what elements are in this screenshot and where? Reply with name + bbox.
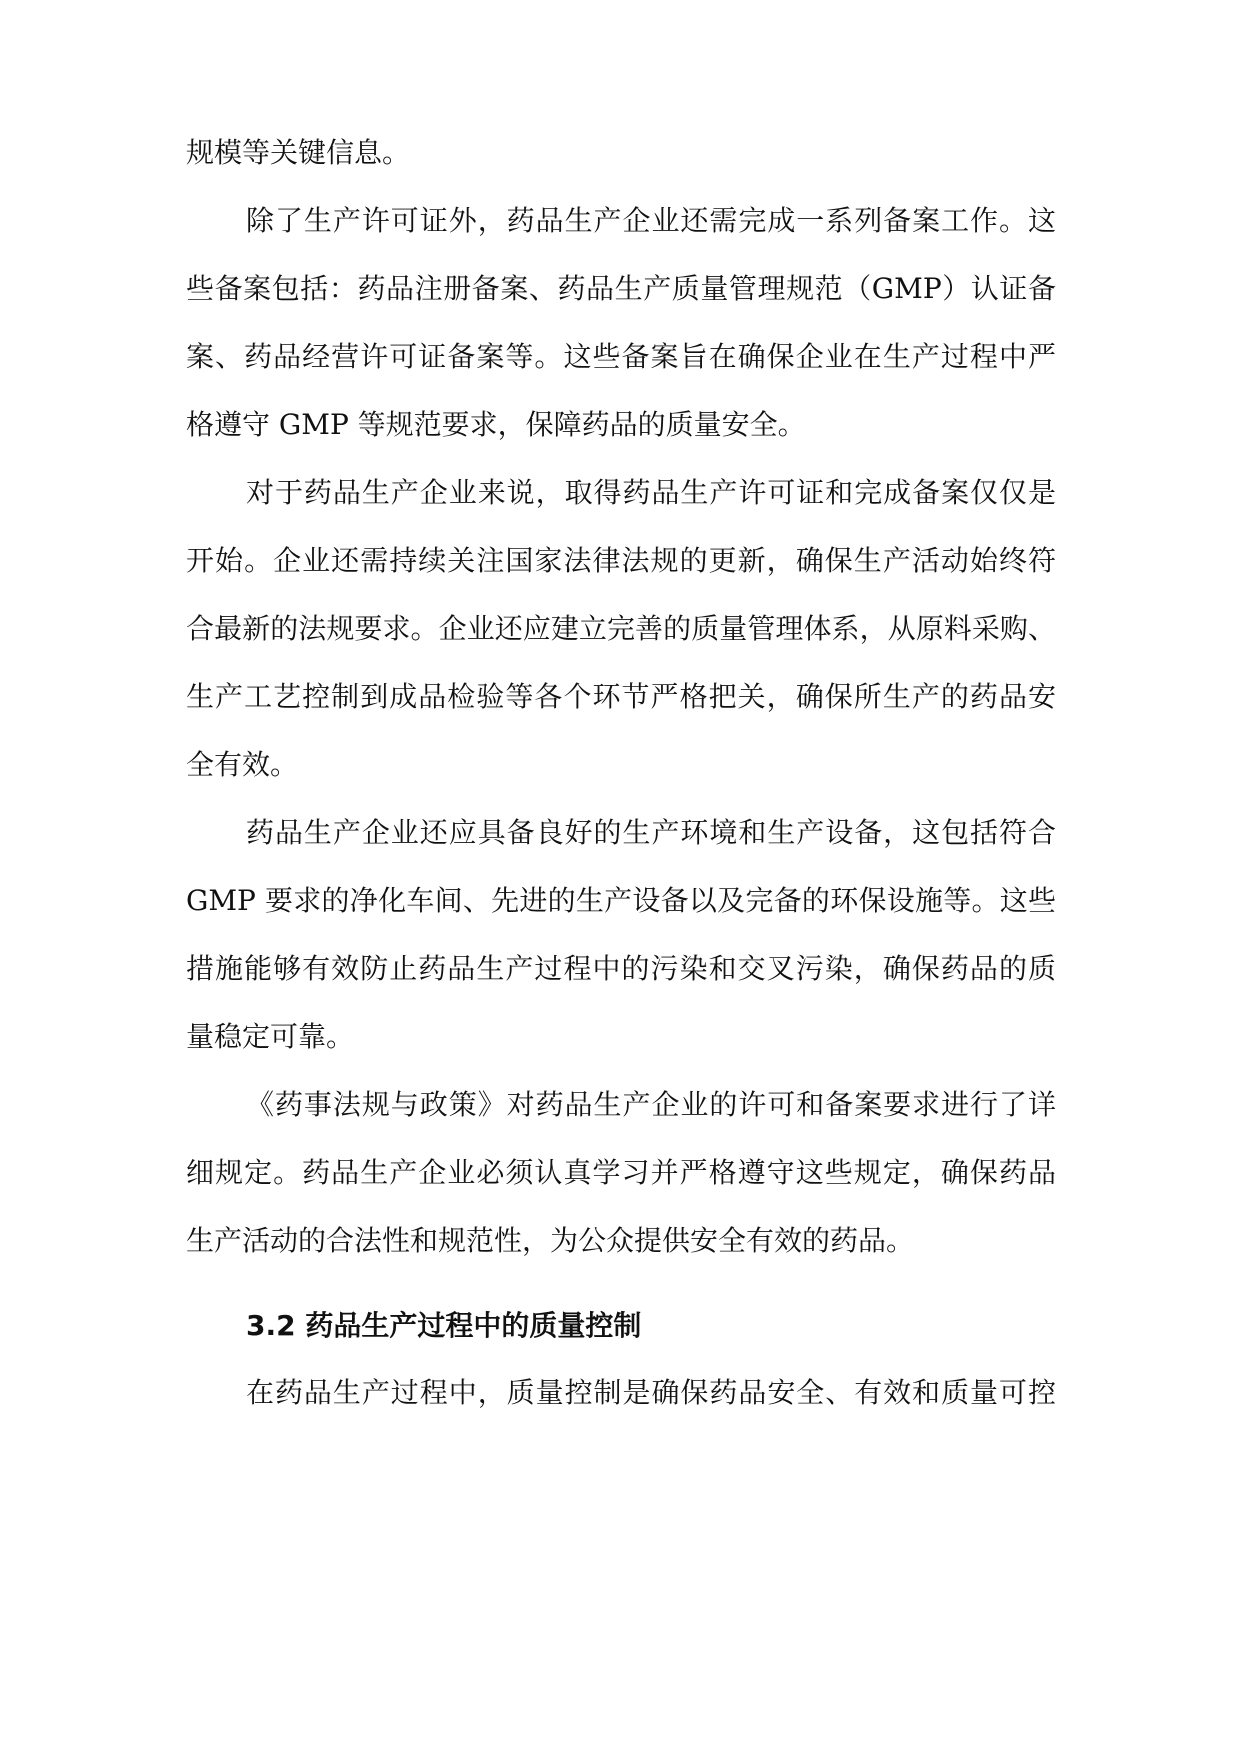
paragraph-line: 除了生产许可证外，药品生产企业还需完成一系列备案工作。这 xyxy=(246,204,1056,237)
paragraph-line: 规模等关键信息。 xyxy=(186,136,411,169)
paragraph-line: 措施能够有效防止药品生产过程中的污染和交叉污染，确保药品的质 xyxy=(186,952,1056,985)
paragraph-line: 细规定。药品生产企业必须认真学习并严格遵守这些规定，确保药品 xyxy=(186,1156,1056,1189)
paragraph-line: 量稳定可靠。 xyxy=(186,1020,355,1053)
paragraph-line: 生产工艺控制到成品检验等各个环节严格把关，确保所生产的药品安 xyxy=(186,680,1056,713)
section-heading: 3.2 药品生产过程中的质量控制 xyxy=(246,1309,642,1342)
paragraph-line: 开始。企业还需持续关注国家法律法规的更新，确保生产活动始终符 xyxy=(186,544,1056,577)
paragraph-line: 药品生产企业还应具备良好的生产环境和生产设备，这包括符合 xyxy=(246,816,1056,849)
paragraph-line: 合最新的法规要求。企业还应建立完善的质量管理体系，从原料采购、 xyxy=(186,612,1056,645)
paragraph-line: 生产活动的合法性和规范性，为公众提供安全有效的药品。 xyxy=(186,1224,915,1257)
paragraph-line: 《药事法规与政策》对药品生产企业的许可和备案要求进行了详 xyxy=(246,1088,1056,1121)
paragraph-line: 在药品生产过程中，质量控制是确保药品安全、有效和质量可控 xyxy=(246,1376,1056,1409)
paragraph-line: GMP 要求的净化车间、先进的生产设备以及完备的环保设施等。这些 xyxy=(186,884,1056,917)
paragraph-line: 格遵守 GMP 等规范要求，保障药品的质量安全。 xyxy=(186,408,806,441)
paragraph-line: 对于药品生产企业来说，取得药品生产许可证和完成备案仅仅是 xyxy=(246,476,1056,509)
paragraph-line: 全有效。 xyxy=(186,748,299,781)
paragraph-line: 些备案包括：药品注册备案、药品生产质量管理规范（GMP）认证备 xyxy=(186,272,1056,305)
paragraph-line: 案、药品经营许可证备案等。这些备案旨在确保企业在生产过程中严 xyxy=(186,340,1056,373)
